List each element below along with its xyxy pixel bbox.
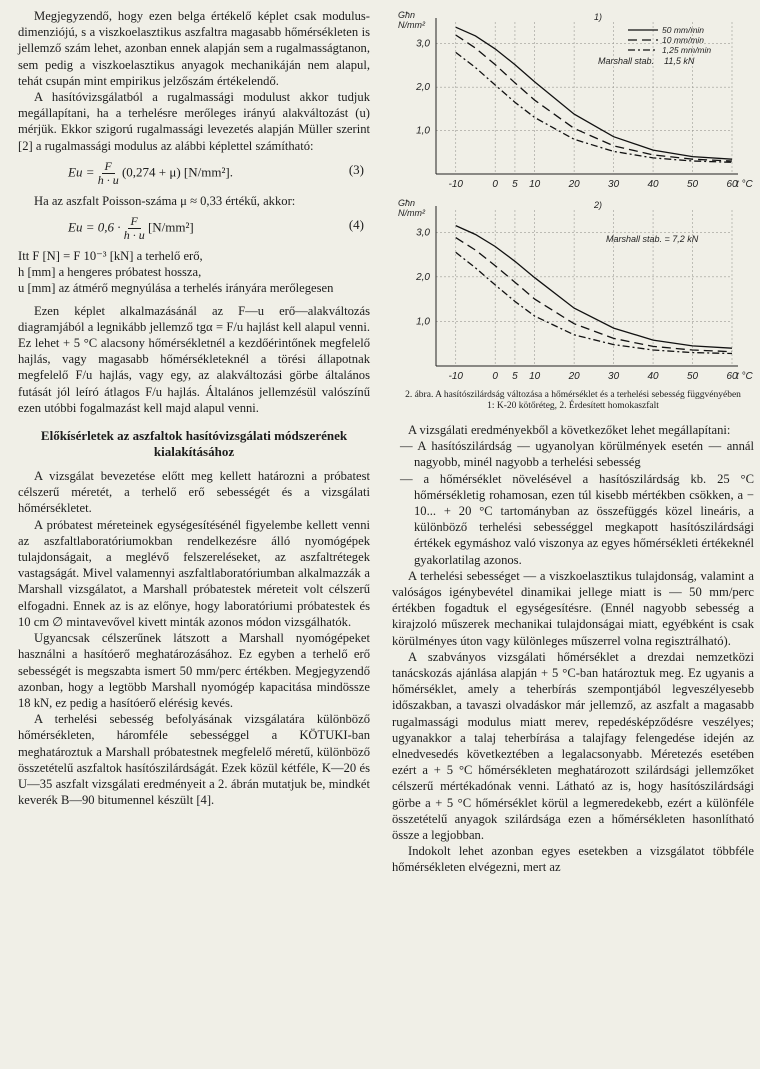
series-line bbox=[456, 52, 732, 162]
definition: Itt F [N] = F 10⁻³ [kN] a terhelő erő, bbox=[18, 249, 203, 264]
section-heading: Előkísérletek az aszfaltok hasítóvizsgálati módszerének kialakításához bbox=[40, 428, 348, 460]
figure-caption bbox=[392, 390, 754, 412]
y-axis-label: Għn bbox=[398, 198, 416, 208]
x-tick-label: 40 bbox=[647, 371, 659, 382]
x-tick-label: 20 bbox=[568, 179, 580, 190]
x-tick-label: -10 bbox=[448, 371, 463, 382]
x-tick-label: 5 bbox=[512, 179, 518, 190]
y-tick-label: 2,0 bbox=[416, 271, 430, 283]
series-line bbox=[456, 252, 732, 353]
paragraph: A vizsgálati eredményekből a következőket lehet megállapítani: bbox=[408, 423, 731, 437]
x-axis-label: t °C bbox=[736, 371, 753, 382]
x-tick-label: 5 bbox=[512, 371, 518, 382]
caption-line: 2. ábra. A hasítószilárdság változása a hőmérséklet és a terhelési sebesség függvényében bbox=[405, 390, 741, 400]
chart-panel-1 bbox=[392, 8, 754, 196]
series-line bbox=[456, 238, 732, 352]
paragraph: A terhelési sebesség befolyásának vizsgálatára különböző hőmérsékleten, háromféle sebességgel a KÖTUKI-ban meghatároztuk a Marshall próbatestnek megfelelő méretű, különböző összetételű aszfaltok hasítószilárdságát. Ezek közül kétféle, K—20 és U—35 aszfalt vizsgálati eredményeit a 2. ábrán mutatjuk be, mindkét keverék B—90 bitumennel készült [4]. bbox=[18, 712, 370, 808]
x-axis-label: t °C bbox=[736, 179, 753, 190]
paragraph: Ugyancsak célszerűnek látszott a Marshall nyomógépeket használni a hasítóerő meghatározásához. Ez egyben a terhelő erő sebességét is megszabta ismert 50 mm/perc értékben. Megjegyzendő azonban, hogy a legtöbb Marshall nyomógép kapacitása mindössze 18 kN, ez pedig a hasítóerő elérésig kevés. bbox=[18, 631, 370, 710]
caption-line: 1: K-20 kötőréteg, 2. Érdesített homokaszfalt bbox=[487, 401, 659, 411]
y-tick-label: 1,0 bbox=[416, 125, 430, 137]
x-tick-label: 10 bbox=[529, 179, 541, 190]
x-tick-label: 50 bbox=[686, 371, 699, 382]
paragraph: Ha az aszfalt Poisson-száma μ ≈ 0,33 értékű, akkor: bbox=[34, 193, 296, 208]
formula-4 bbox=[18, 215, 370, 242]
legend-label: 1,25 mm/min bbox=[662, 45, 712, 55]
definition: u [mm] az átmérő megnyúlása a terhelés irányára merőlegesen bbox=[18, 281, 334, 296]
y-tick-label: 3,0 bbox=[416, 227, 430, 239]
x-tick-label: 30 bbox=[608, 371, 620, 382]
x-tick-label: -10 bbox=[448, 179, 463, 190]
chart-panel-2 bbox=[392, 196, 754, 388]
panel-label: 2) bbox=[594, 200, 603, 210]
fraction-denominator: h · u bbox=[97, 172, 119, 187]
formula-rest: (0,274 + μ) [N/mm²]. bbox=[121, 164, 233, 180]
x-tick-label: 0 bbox=[492, 371, 498, 382]
formula-lhs: Eu = bbox=[68, 164, 95, 180]
y-axis-label: Għn bbox=[398, 10, 416, 20]
list-item: — A hasítószilárdság — ugyanolyan körülmények esetén — annál nagyobb, minél nagyobb a terhelési sebesség bbox=[400, 439, 754, 470]
definition-list bbox=[18, 248, 370, 297]
paragraph: A próbatest méreteinek egységesítésénél figyelembe kellett venni az aszfaltlaboratóriumokban rendelkezésre álló nyomógépek tulajdonságait, a meglévő felszereléseket, az aszfaltrétegek vastagságát. Mivel valamennyi aszfaltlaboratóriumban alkalmazzák a Marshall vizsgálatot, a Marshall próbatestek méreteit volt célszerű elfogadni. Ennek az is az előnye, hogy laboratóriumi próbatestek és 10 cm ∅ mintavevővel kivett minták azonos módon vizsgálhatók. bbox=[18, 517, 370, 629]
x-tick-label: 10 bbox=[529, 371, 541, 382]
y-tick-label: 1,0 bbox=[416, 316, 430, 328]
formula-lhs: Eu = 0,6 · bbox=[68, 219, 121, 235]
paragraph: A vizsgálat bevezetése előtt meg kellett határozni a próbatest célszerű méretét, a terhelő erő sebességét és a vizsgálati hőmérsékletet. bbox=[18, 469, 370, 516]
y-tick-label: 2,0 bbox=[416, 82, 430, 94]
formula-rest: [N/mm²] bbox=[147, 219, 194, 235]
right-column bbox=[392, 8, 754, 876]
fraction-numerator: F bbox=[102, 160, 115, 174]
y-axis-label: N/mm² bbox=[398, 208, 425, 218]
panel-label: 1) bbox=[594, 12, 603, 22]
paragraph: A szabványos vizsgálati hőmérséklet a drezdai nemzetközi tanácskozás ajánlása alapján + 5 °C-ban határoztuk meg. Ez ugyanis a hőmérséklet, amely a teherbírás szempontjából legveszélyesebb időszakban, a tavaszi olvadáskor már jellemző, az aszfalt a magasabb rugalmassági modulus miatt merev, repedésképződésre veszélyes; ugyanakkor a talaj teherbírása a talajfagy felengedése idején az elnedvesedés következtében a legalacsonyabb. Méretezés esetében ezért a + 5 °C hőmérsékleten meghatározott szilárdsági jellemzőket célszerű mértékadónak venni. Látható az is, hogy hasítószilárdsági görbe a + 5 °C hőmérséklet körül a legmeredekebb, ezért a különféle összetételű anyagok szilárdsága ezen a hőmérsékleten hasonlítható össze a legjobban. bbox=[392, 649, 754, 843]
y-axis-label: N/mm² bbox=[398, 20, 425, 30]
x-tick-label: 0 bbox=[492, 179, 498, 190]
paragraph: Indokolt lehet azonban egyes esetekben a vizsgálatot többféle hőmérsékleten elvégezni, mert az bbox=[392, 844, 754, 875]
fraction bbox=[124, 215, 145, 242]
legend-label: 50 mm/min bbox=[662, 25, 705, 35]
formula-3 bbox=[18, 160, 370, 187]
left-column bbox=[18, 8, 370, 808]
x-tick-label: 20 bbox=[568, 371, 580, 382]
x-tick-label: 60 bbox=[726, 371, 738, 382]
x-tick-label: 40 bbox=[647, 179, 659, 190]
equation-number: (3) bbox=[348, 161, 364, 177]
paragraph: A terhelési sebességet — a viszkoelasztikus tulajdonság, valamint a valóságos igénybevétel dinamikai jellege miatt is — 50 mm/perc értékben fogadtuk el egységesítésre. (Ennél nagyobb sebesség a kirajzoló műszerek mechanikai tulajdonságai miatt, egyébként is csak körülményes úton vagy különleges műszerrel volna regisztrálható). bbox=[392, 568, 754, 648]
definition: h [mm] a hengeres próbatest hossza, bbox=[18, 265, 202, 280]
paragraph: Ezen képlet alkalmazásánál az F—u erő—alakváltozás diagramjából a legnikább jellemző tgα = F/u hajlást kell alapul venni. Ez lehet + 5 °C alacsony hőmérsékletnél a kezdőérintőnek megfelelő hajlás, vagy magasabb hőmérsékleteknél a törési állapotnak megfelelő F/u hajlás, vagy egy, az alakváltozási görbe általános futását jól leíró átlagos F/u hajlás. Általános jellemzésül valószínű ezen utóbbi fogalmazást kell majd alapul venni. bbox=[18, 303, 370, 415]
chart-annotation: Marshall stab. = 7,2 kN bbox=[606, 234, 699, 244]
legend-label: 10 mm/min bbox=[662, 35, 705, 45]
fraction bbox=[98, 160, 119, 187]
list-item: — a hőmérséklet növelésével a hasítószilárdság kb. 25 °C hőmérsékletig rohamosan, ezen túl kisebb mértékben csökken, a − 10... + 20 °C tartományban az összefüggés közel lineáris, a különböző terhelési sebességgel megkapott hasítószilárdsági értékek egymáshoz való viszonya az egyes hőmérsékleti értékeknél gyakorlatilag azonos. bbox=[400, 471, 754, 567]
fraction-denominator: h · u bbox=[123, 228, 145, 243]
y-tick-label: 3,0 bbox=[416, 38, 430, 50]
paragraph: A hasítóvizsgálatból a rugalmassági modulust akkor tudjuk megállapítani, ha a terhelésre merőleges irányú alakváltozást (u) mérjük. Ekkor szigorú rugalmassági levezetés alapján Müller szerint [2] a rugalmassági modulus az alábbi képlettel számítható: bbox=[18, 90, 370, 153]
x-tick-label: 60 bbox=[726, 179, 738, 190]
chart-annotation: Marshall stab. bbox=[598, 56, 655, 66]
x-tick-label: 30 bbox=[608, 179, 620, 190]
x-tick-label: 50 bbox=[686, 179, 699, 190]
chart-annotation: 11,5 kN bbox=[664, 56, 695, 66]
fraction-numerator: F bbox=[128, 215, 141, 229]
paragraph: Megjegyzendő, hogy ezen belga értékelő képlet csak modulus-dimenziójú, s a viszkoelasztikus aszfaltra magasabb hőmérsékleten is jellemző szám lehet, azonban ennek alapján sem a rugalmasságtanon, sem pedig a viszkoelasztikus anyagok mechanikáján nem alapul, tehát csupán mint empirikus jelzőszám értékelendő. bbox=[18, 9, 370, 88]
equation-number: (4) bbox=[348, 217, 364, 233]
